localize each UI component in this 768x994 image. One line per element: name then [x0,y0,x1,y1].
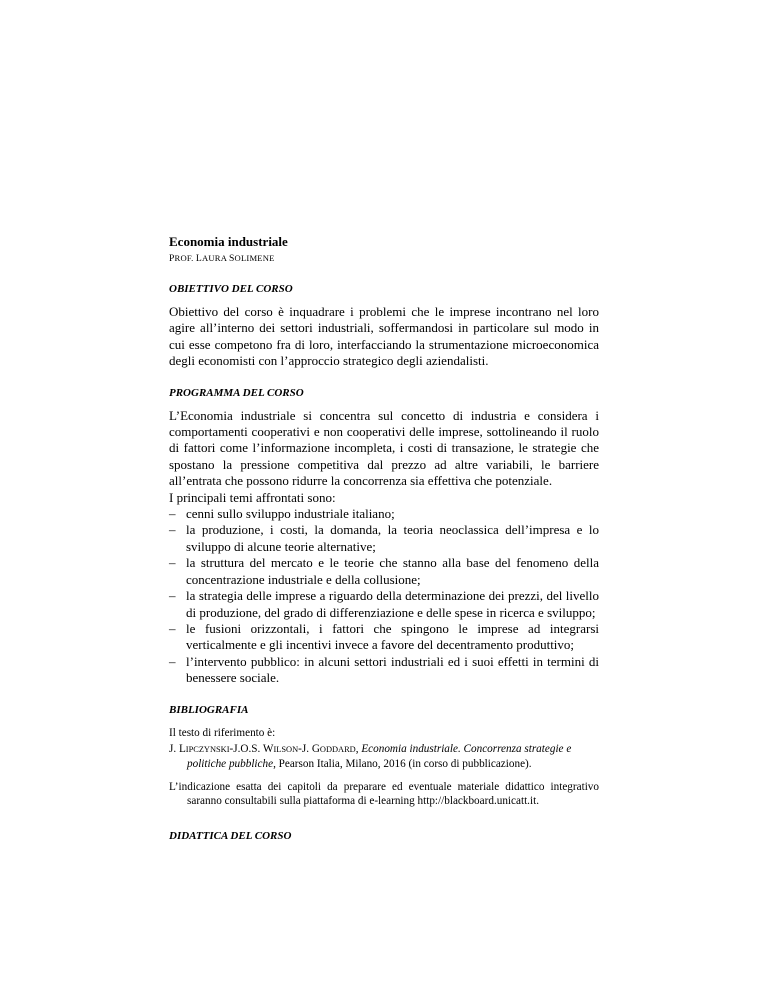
bibliography-entry: J. LIPCZYNSKI-J.O.S. WILSON-J. GODDARD, Economia industriale. Concorrenza strategie e politiche pubbliche, Pearson Italia, Milano, 2016 (in corso di pubblicazione). [169,742,572,771]
bibliography-heading: BIBLIOGRAFIA [169,703,249,716]
list-item: – la produzione, i costi, la domanda, la teoria neoclassica dell’impresa e lo sviluppo di alcune teorie alternative; [169,522,599,554]
didactics-heading: DIDATTICA DEL CORSO [169,829,292,842]
list-item: – l’intervento pubblico: in alcuni settori industriali ed i suoi effetti in termini di benessere sociale. [169,653,599,686]
list-item: – la strategia delle imprese a riguardo della determinazione dei prezzi, del livello di produzione, del grado di differenziazione e delle spese in ricerca e sviluppo; [169,588,599,620]
program-text: L’Economia industriale si concentra sul concetto di industria e considera i comportamenti cooperativi e non cooperativi delle imprese, sottolineando il ruolo di fattori come l’informazione incompleta, i costi di transazione, le strategie che spostano la pressione competitiva dal prezzo ad altre variabili, le barriere all’entrata che possono ridurre la concorrenza sia effettiva che potenziale. [169,407,599,489]
list-item: – le fusioni orizzontali, i fattori che spingono le imprese ad integrarsi verticalmente e gli incentivi invece a favore del decentramento produttivo; [169,620,599,653]
document-page [169,234,599,843]
course-title: Economia industriale [169,234,288,249]
topics-intro: I principali temi affrontati sono: [169,489,336,505]
topics-list [169,506,599,686]
bibliography-note: L’indicazione esatta dei capitoli da preparare ed eventuale materiale didattico integrativo saranno consultabili sulla piattaforma di e-learning http://blackboard.unicatt.it. [169,780,599,808]
program-heading: PROGRAMMA DEL CORSO [169,386,304,399]
bibliography-title: Economia industriale. Concorrenza strategie e politiche pubbliche [187,742,572,771]
list-item: – cenni sullo sviluppo industriale italiano; [169,506,395,522]
bibliography-intro: Il testo di riferimento è: [169,726,276,739]
objective-heading: OBIETTIVO DEL CORSO [169,283,293,295]
objective-text: Obiettivo del corso è inquadrare i problemi che le imprese incontrano nel loro agire all’interno dei settori industriali, soffermandosi in particolare sul modo in cui esse competono fra di loro, interfacciando la strumentazione microeconomica degli economisti con l’approccio strategico degli aziendalisti. [169,304,599,369]
course-professor: PROF. LAURA SOLIMENE [169,253,275,264]
list-item: – la struttura del mercato e le teorie che stanno alla base del fenomeno della concentrazione industriale e della collusione; [169,555,599,587]
